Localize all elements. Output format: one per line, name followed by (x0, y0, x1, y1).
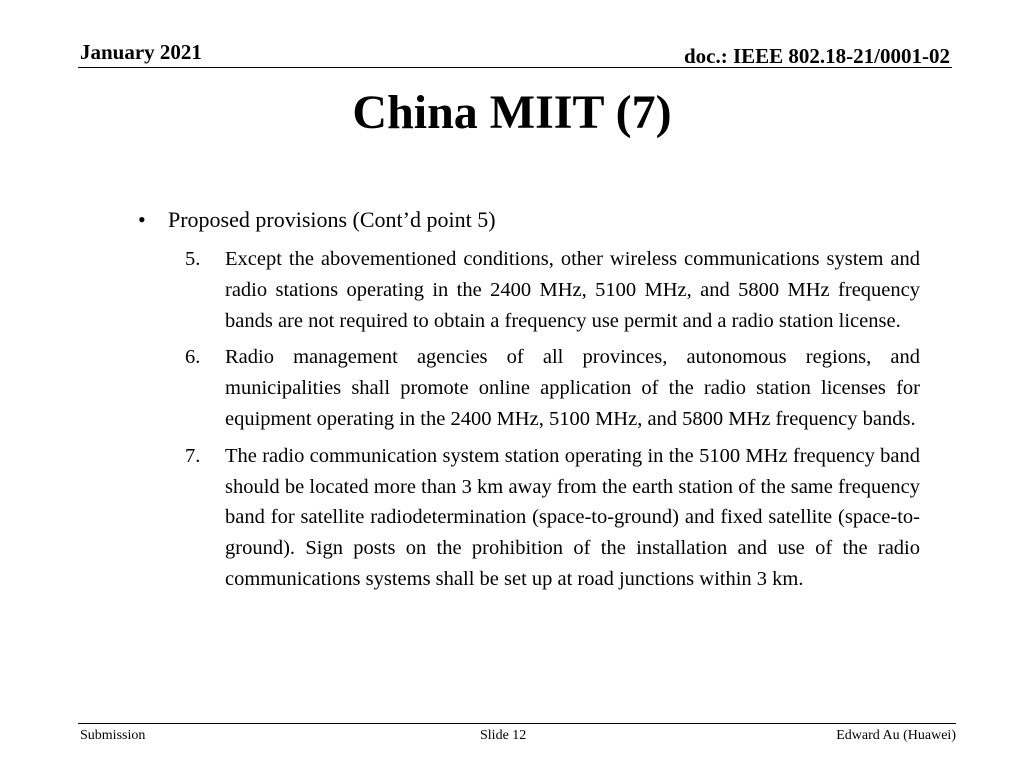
provision-item (185, 342, 920, 434)
provision-item (185, 441, 920, 595)
provision-list (185, 244, 920, 601)
provision-number: 6. (185, 346, 201, 369)
provision-text: Radio management agencies of all provinces, autonomous regions, and municipalities shall promote online application of the radio station licenses for equipment operating in the 2400 MHz, 5100 MHz, and 5800 MHz frequency bands. (225, 346, 920, 430)
header-divider (78, 67, 952, 68)
footer-divider (78, 723, 956, 724)
header-date: January 2021 (80, 40, 202, 64)
footer-submission: Submission (80, 728, 146, 743)
provision-number: 7. (185, 444, 201, 467)
provision-text: The radio communication system station operating in the 5100 MHz frequency band should be located more than 3 km away from the earth station of the same frequency band for satellite radiodetermination (space-to-ground) and fixed satellite (space-to-ground). Sign posts on the prohibition of the installation and use of the radio communications systems shall be set up at road junctions within 3 km. (225, 444, 920, 590)
bullet-text: Proposed provisions (Cont’d point 5) (168, 207, 496, 232)
slide-title: China MIIT (7) (352, 86, 672, 139)
provision-text: Except the abovementioned conditions, other wireless communications system and radio stations operating in the 2400 MHz, 5100 MHz, and 5800 MHz frequency bands are not required to obtain a frequency use permit and a radio station license. (225, 248, 920, 332)
footer-slide-number: Slide 12 (480, 728, 527, 743)
bullet-dot-icon: • (138, 207, 146, 232)
provision-number: 5. (185, 248, 201, 270)
footer-author: Edward Au (Huawei) (836, 728, 956, 743)
provision-item (185, 244, 920, 336)
header-doc-id: doc.: IEEE 802.18-21/0001-02 (683, 44, 950, 68)
